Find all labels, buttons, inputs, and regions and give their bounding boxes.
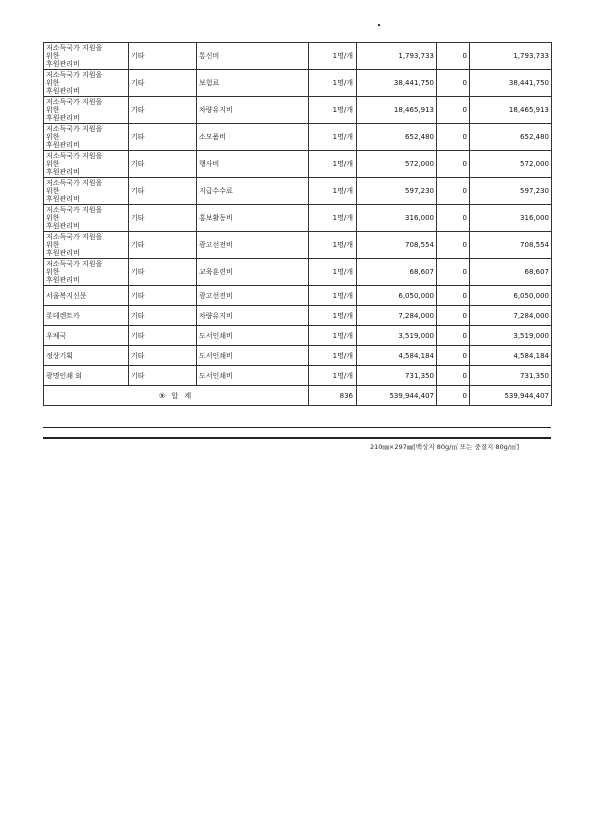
item-cell: 차량유지비 (197, 97, 309, 124)
payee-name-cell (44, 205, 129, 232)
sum-cell: 597,230 (470, 178, 552, 205)
table-row (44, 366, 552, 386)
payee-name-cell (44, 70, 129, 97)
payee-name-line: 롯데렌트카 (46, 311, 80, 320)
amount-cell: 1,793,733 (357, 43, 437, 70)
quantity-cell: 1명/개 (309, 366, 357, 386)
total-sum: 539,944,407 (470, 386, 552, 406)
zero-cell: 0 (437, 306, 470, 326)
category-cell: 기타 (129, 205, 197, 232)
zero-cell: 0 (437, 205, 470, 232)
amount-cell: 572,000 (357, 151, 437, 178)
table-row (44, 306, 552, 326)
sum-cell: 708,554 (470, 232, 552, 259)
payee-name-cell (44, 306, 129, 326)
total-amount: 539,944,407 (357, 386, 437, 406)
payee-name-line: 후원관리비 (46, 141, 80, 149)
total-label: ⑨ 합 계 (44, 386, 309, 406)
quantity-cell: 1명/개 (309, 326, 357, 346)
total-count: 836 (309, 386, 357, 406)
zero-cell: 0 (437, 259, 470, 286)
item-cell: 통신비 (197, 43, 309, 70)
payee-name-line: 저소득국가 지원을 (46, 125, 103, 133)
table-row (44, 97, 552, 124)
payee-name-line: 후원관리비 (46, 249, 80, 257)
item-cell: 차량유지비 (197, 306, 309, 326)
paper-spec-note: 210㎜×297㎜[백상지 80g/㎡ 또는 중질지 80g/㎡] (370, 443, 520, 451)
scan-speck (378, 24, 380, 26)
amount-cell: 708,554 (357, 232, 437, 259)
category-cell: 기타 (129, 151, 197, 178)
sum-cell: 316,000 (470, 205, 552, 232)
quantity-cell: 1명/개 (309, 232, 357, 259)
sum-cell: 1,793,733 (470, 43, 552, 70)
category-cell: 기타 (129, 346, 197, 366)
table-row (44, 70, 552, 97)
payee-name-line: 후원관리비 (46, 60, 80, 68)
item-cell: 보험료 (197, 70, 309, 97)
total-zero: 0 (437, 386, 470, 406)
quantity-cell: 1명/개 (309, 259, 357, 286)
amount-cell: 18,465,913 (357, 97, 437, 124)
sum-cell: 731,350 (470, 366, 552, 386)
item-cell: 도서인쇄비 (197, 346, 309, 366)
sum-cell: 18,465,913 (470, 97, 552, 124)
sum-cell: 572,000 (470, 151, 552, 178)
payee-name-line: 저소득국가 지원을 (46, 98, 103, 106)
quantity-cell: 1명/개 (309, 346, 357, 366)
payee-name-line: 광명인쇄 외 (46, 371, 83, 380)
category-cell: 기타 (129, 178, 197, 205)
payee-name-line: 우체국 (46, 331, 67, 340)
zero-cell: 0 (437, 232, 470, 259)
payee-name-cell (44, 43, 129, 70)
payee-name-cell (44, 232, 129, 259)
payee-name-cell (44, 97, 129, 124)
table-row (44, 43, 552, 70)
table-row (44, 178, 552, 205)
sum-cell: 4,584,184 (470, 346, 552, 366)
payee-name-line: 정상기획 (46, 351, 74, 360)
quantity-cell: 1명/개 (309, 70, 357, 97)
table-row (44, 232, 552, 259)
sum-cell: 7,284,000 (470, 306, 552, 326)
zero-cell: 0 (437, 178, 470, 205)
expense-table (43, 42, 552, 406)
payee-name-line: 위한 (46, 79, 60, 87)
payee-name-line: 위한 (46, 214, 60, 222)
item-cell: 홍보활동비 (197, 205, 309, 232)
payee-name-line: 위한 (46, 106, 60, 114)
category-cell: 기타 (129, 124, 197, 151)
quantity-cell: 1명/개 (309, 97, 357, 124)
quantity-cell: 1명/개 (309, 286, 357, 306)
payee-name-line: 후원관리비 (46, 276, 80, 284)
payee-name-line: 위한 (46, 241, 60, 249)
amount-cell: 3,519,000 (357, 326, 437, 346)
category-cell: 기타 (129, 259, 197, 286)
quantity-cell: 1명/개 (309, 306, 357, 326)
quantity-cell: 1명/개 (309, 205, 357, 232)
category-cell: 기타 (129, 232, 197, 259)
category-cell: 기타 (129, 326, 197, 346)
zero-cell: 0 (437, 97, 470, 124)
payee-name-line: 저소득국가 지원을 (46, 179, 103, 187)
payee-name-line: 저소득국가 지원을 (46, 233, 103, 241)
sum-cell: 652,480 (470, 124, 552, 151)
payee-name-cell (44, 151, 129, 178)
table-row (44, 326, 552, 346)
payee-name-cell (44, 178, 129, 205)
item-cell: 도서인쇄비 (197, 366, 309, 386)
category-cell: 기타 (129, 366, 197, 386)
payee-name-line: 위한 (46, 52, 60, 60)
category-cell: 기타 (129, 43, 197, 70)
payee-name-line: 위한 (46, 268, 60, 276)
table-row (44, 346, 552, 366)
payee-name-line: 후원관리비 (46, 222, 80, 230)
zero-cell: 0 (437, 326, 470, 346)
quantity-cell: 1명/개 (309, 43, 357, 70)
amount-cell: 6,050,000 (357, 286, 437, 306)
amount-cell: 7,284,000 (357, 306, 437, 326)
sum-cell: 38,441,750 (470, 70, 552, 97)
table-row (44, 151, 552, 178)
payee-name-line: 위한 (46, 133, 60, 141)
item-cell: 광고선전비 (197, 232, 309, 259)
amount-cell: 597,230 (357, 178, 437, 205)
category-cell: 기타 (129, 70, 197, 97)
sum-cell: 68,607 (470, 259, 552, 286)
sum-cell: 6,050,000 (470, 286, 552, 306)
zero-cell: 0 (437, 286, 470, 306)
category-cell: 기타 (129, 306, 197, 326)
table-row (44, 286, 552, 306)
payee-name-line: 저소득국가 지원을 (46, 206, 103, 214)
payee-name-cell (44, 124, 129, 151)
amount-cell: 652,480 (357, 124, 437, 151)
payee-name-line: 저소득국가 지원을 (46, 260, 103, 268)
amount-cell: 38,441,750 (357, 70, 437, 97)
payee-name-line: 후원관리비 (46, 87, 80, 95)
item-cell: 소모품비 (197, 124, 309, 151)
payee-name-cell (44, 326, 129, 346)
payee-name-cell (44, 366, 129, 386)
item-cell: 광고선전비 (197, 286, 309, 306)
zero-cell: 0 (437, 346, 470, 366)
payee-name-line: 저소득국가 지원을 (46, 71, 103, 79)
category-cell: 기타 (129, 286, 197, 306)
payee-name-line: 위한 (46, 187, 60, 195)
quantity-cell: 1명/개 (309, 151, 357, 178)
quantity-cell: 1명/개 (309, 178, 357, 205)
payee-name-line: 후원관리비 (46, 195, 80, 203)
zero-cell: 0 (437, 124, 470, 151)
payee-name-line: 저소득국가 지원을 (46, 152, 103, 160)
payee-name-cell (44, 286, 129, 306)
amount-cell: 68,607 (357, 259, 437, 286)
amount-cell: 316,000 (357, 205, 437, 232)
divider-line-bold (43, 437, 551, 439)
zero-cell: 0 (437, 366, 470, 386)
amount-cell: 4,584,184 (357, 346, 437, 366)
zero-cell: 0 (437, 70, 470, 97)
payee-name-line: 저소득국가 지원을 (46, 44, 103, 52)
zero-cell: 0 (437, 43, 470, 70)
table-row (44, 259, 552, 286)
item-cell: 지급수수료 (197, 178, 309, 205)
total-row (44, 386, 552, 406)
item-cell: 도서인쇄비 (197, 326, 309, 346)
quantity-cell: 1명/개 (309, 124, 357, 151)
payee-name-line: 후원관리비 (46, 114, 80, 122)
payee-name-cell (44, 346, 129, 366)
category-cell: 기타 (129, 97, 197, 124)
sum-cell: 3,519,000 (470, 326, 552, 346)
zero-cell: 0 (437, 151, 470, 178)
item-cell: 행사비 (197, 151, 309, 178)
table-row (44, 124, 552, 151)
payee-name-line: 서울복지신문 (46, 291, 87, 300)
item-cell: 교육훈련비 (197, 259, 309, 286)
payee-name-line: 후원관리비 (46, 168, 80, 176)
payee-name-line: 위한 (46, 160, 60, 168)
divider-line (43, 427, 551, 428)
table-row (44, 205, 552, 232)
payee-name-cell (44, 259, 129, 286)
amount-cell: 731,350 (357, 366, 437, 386)
